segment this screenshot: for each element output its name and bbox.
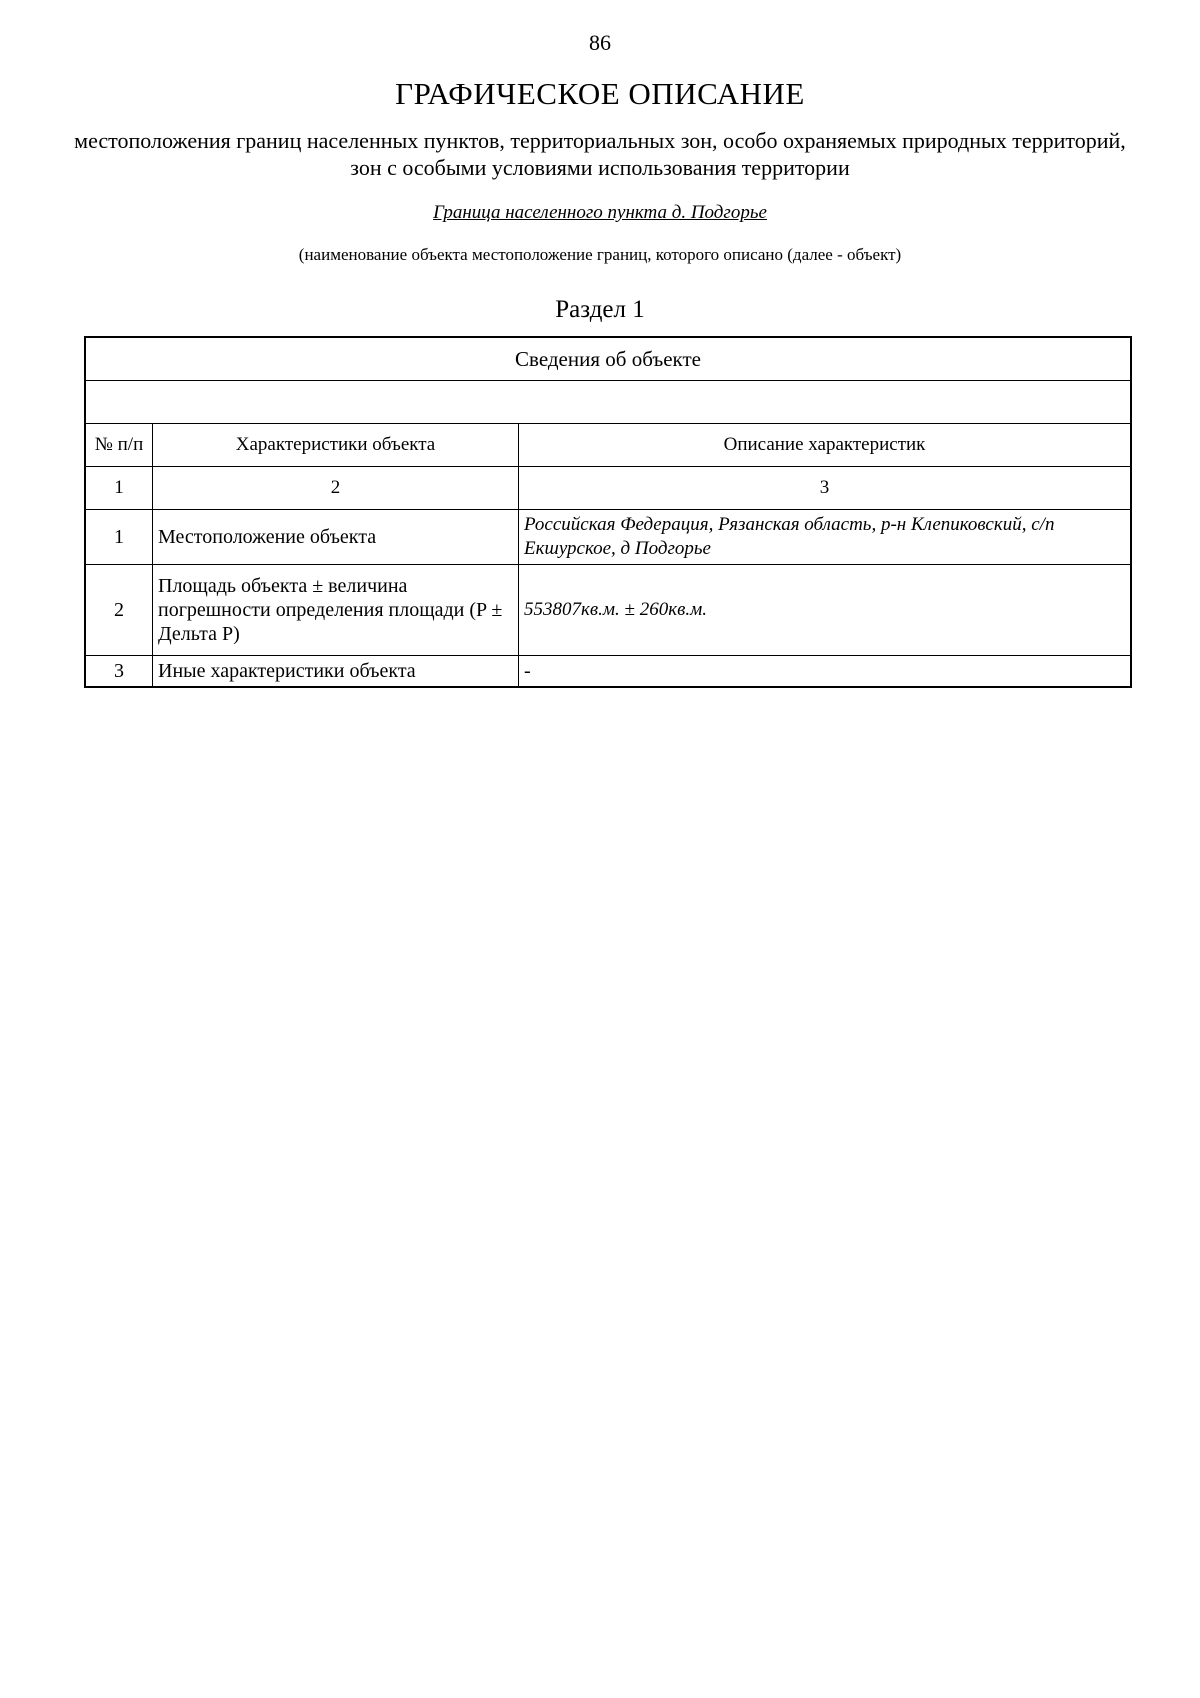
table-title: Сведения об объекте [85,337,1131,381]
section-title: Раздел 1 [555,296,645,323]
column-number-1: 1 [85,467,153,510]
row-characteristic: Местоположение объекта [153,510,519,565]
row-number: 2 [85,565,153,656]
object-name-caption: (наименование объекта местоположение границ, которого описано (далее - объект) [298,245,902,264]
table-empty-row [85,381,1131,424]
header-description: Описание характеристик [519,424,1132,467]
row-description: - [519,656,1132,688]
object-name: Граница населенного пункта д. Подгорье [433,202,767,223]
document-title: ГРАФИЧЕСКОЕ ОПИСАНИЕ [395,76,805,111]
column-number-2: 2 [153,467,519,510]
table-header-row [85,424,1131,467]
empty-cell [85,381,1131,424]
column-number-3: 3 [519,467,1132,510]
table-row [85,565,1131,656]
table-row [85,656,1131,688]
row-description: 553807кв.м. ± 260кв.м. [519,565,1132,656]
row-description: Российская Федерация, Рязанская область, р-н Клепиковский, с/п Екшурское, д Подгорье [519,510,1132,565]
header-characteristic: Характеристики объекта [153,424,519,467]
document-subtitle: местоположения границ населенных пунктов, территориальных зон, особо охраняемых природных территорий, зон с особыми условиями использования территории [74,128,1126,180]
row-characteristic: Иные характеристики объекта [153,656,519,688]
table-row [85,510,1131,565]
row-number: 1 [85,510,153,565]
table-column-numbers-row [85,467,1131,510]
row-number: 3 [85,656,153,688]
header-number: № п/п [85,424,153,467]
row-characteristic: Площадь объекта ± величина погрешности определения площади (P ± Дельта P) [153,565,519,656]
object-info-table [84,336,1132,688]
table-title-row [85,337,1131,381]
page-number: 86 [589,30,611,55]
